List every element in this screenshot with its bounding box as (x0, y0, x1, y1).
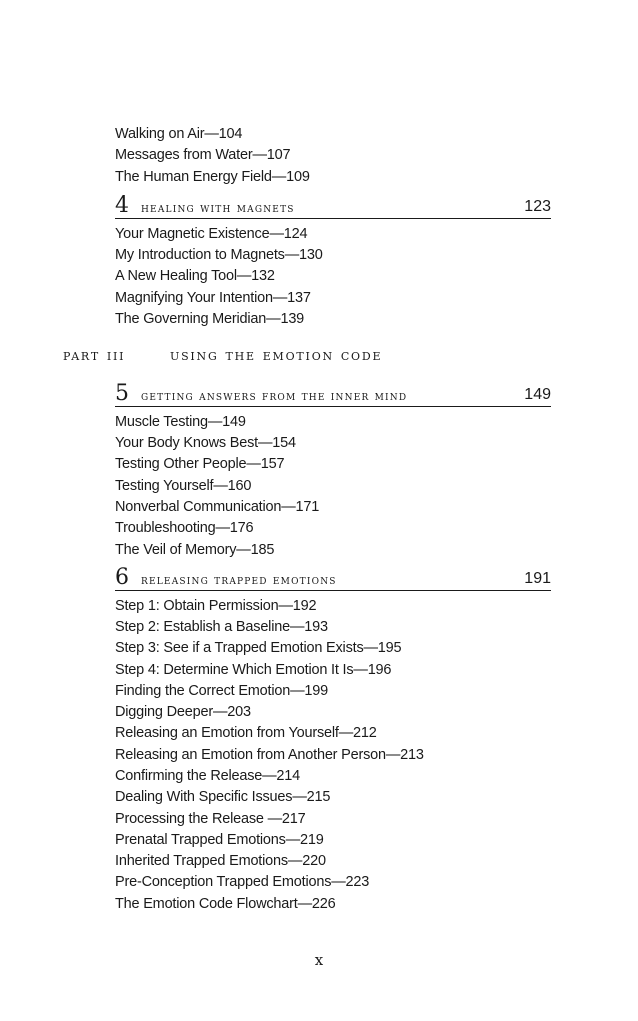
toc-entry[interactable]: Messages from Water—107 (115, 147, 291, 163)
toc-entry[interactable]: The Human Energy Field—109 (115, 169, 310, 185)
chapter-5-heading[interactable] (115, 382, 551, 407)
toc-entry[interactable]: Dealing With Specific Issues—215 (115, 789, 331, 805)
toc-entry[interactable]: Releasing an Emotion from Yourself—212 (115, 725, 377, 741)
toc-entry[interactable]: Step 1: Obtain Permission—192 (115, 598, 317, 614)
chapter-page-number: 191 (524, 570, 551, 587)
chapter-title: releasing trapped emotions (141, 572, 337, 587)
toc-entry[interactable]: A New Healing Tool—132 (115, 268, 275, 284)
toc-entry[interactable]: Magnifying Your Intention—137 (115, 290, 311, 306)
chapter-6-heading[interactable] (115, 566, 551, 591)
toc-entry[interactable]: Step 3: See if a Trapped Emotion Exists—195 (115, 640, 402, 656)
toc-entry[interactable]: The Emotion Code Flowchart—226 (115, 896, 336, 912)
toc-entry[interactable]: The Veil of Memory—185 (115, 542, 275, 558)
toc-entry[interactable]: Digging Deeper—203 (115, 704, 251, 720)
toc-entry[interactable]: Inherited Trapped Emotions—220 (115, 853, 326, 869)
toc-entry[interactable]: Troubleshooting—176 (115, 520, 254, 536)
chapter-number: 6 (115, 565, 129, 590)
toc-entry[interactable]: Nonverbal Communication—171 (115, 499, 320, 515)
toc-entry[interactable]: Your Magnetic Existence—124 (115, 226, 308, 242)
toc-entry[interactable]: Finding the Correct Emotion—199 (115, 683, 329, 699)
toc-entry[interactable]: The Governing Meridian—139 (115, 311, 305, 327)
toc-entry[interactable]: Processing the Release —217 (115, 811, 306, 827)
toc-entry[interactable]: Pre-Conception Trapped Emotions—223 (115, 874, 370, 890)
toc-entry[interactable]: Testing Other People—157 (115, 456, 285, 472)
toc-entry[interactable]: Your Body Knows Best—154 (115, 435, 296, 451)
toc-entry[interactable]: Muscle Testing—149 (115, 414, 246, 430)
toc-entry[interactable]: My Introduction to Magnets—130 (115, 247, 323, 263)
part-label: part iii (63, 345, 126, 364)
chapter-page-number: 149 (524, 386, 551, 403)
part-title: using the emotion code (170, 345, 383, 364)
toc-entry[interactable]: Step 2: Establish a Baseline—193 (115, 619, 328, 635)
toc-entry[interactable]: Confirming the Release—214 (115, 768, 301, 784)
toc-entry[interactable]: Step 4: Determine Which Emotion It Is—196 (115, 662, 392, 678)
chapter-number: 4 (115, 193, 129, 218)
chapter-4-heading[interactable] (115, 194, 551, 219)
chapter-number: 5 (115, 381, 129, 406)
toc-entry[interactable]: Walking on Air—104 (115, 126, 243, 142)
chapter-page-number: 123 (524, 198, 551, 215)
chapter-title: healing with magnets (141, 200, 295, 215)
toc-entry[interactable]: Testing Yourself—160 (115, 478, 252, 494)
chapter-title: getting answers from the inner mind (141, 388, 408, 403)
page-number: x (314, 951, 324, 969)
toc-entry[interactable]: Prenatal Trapped Emotions—219 (115, 832, 324, 848)
toc-entry[interactable]: Releasing an Emotion from Another Person—213 (115, 747, 424, 763)
